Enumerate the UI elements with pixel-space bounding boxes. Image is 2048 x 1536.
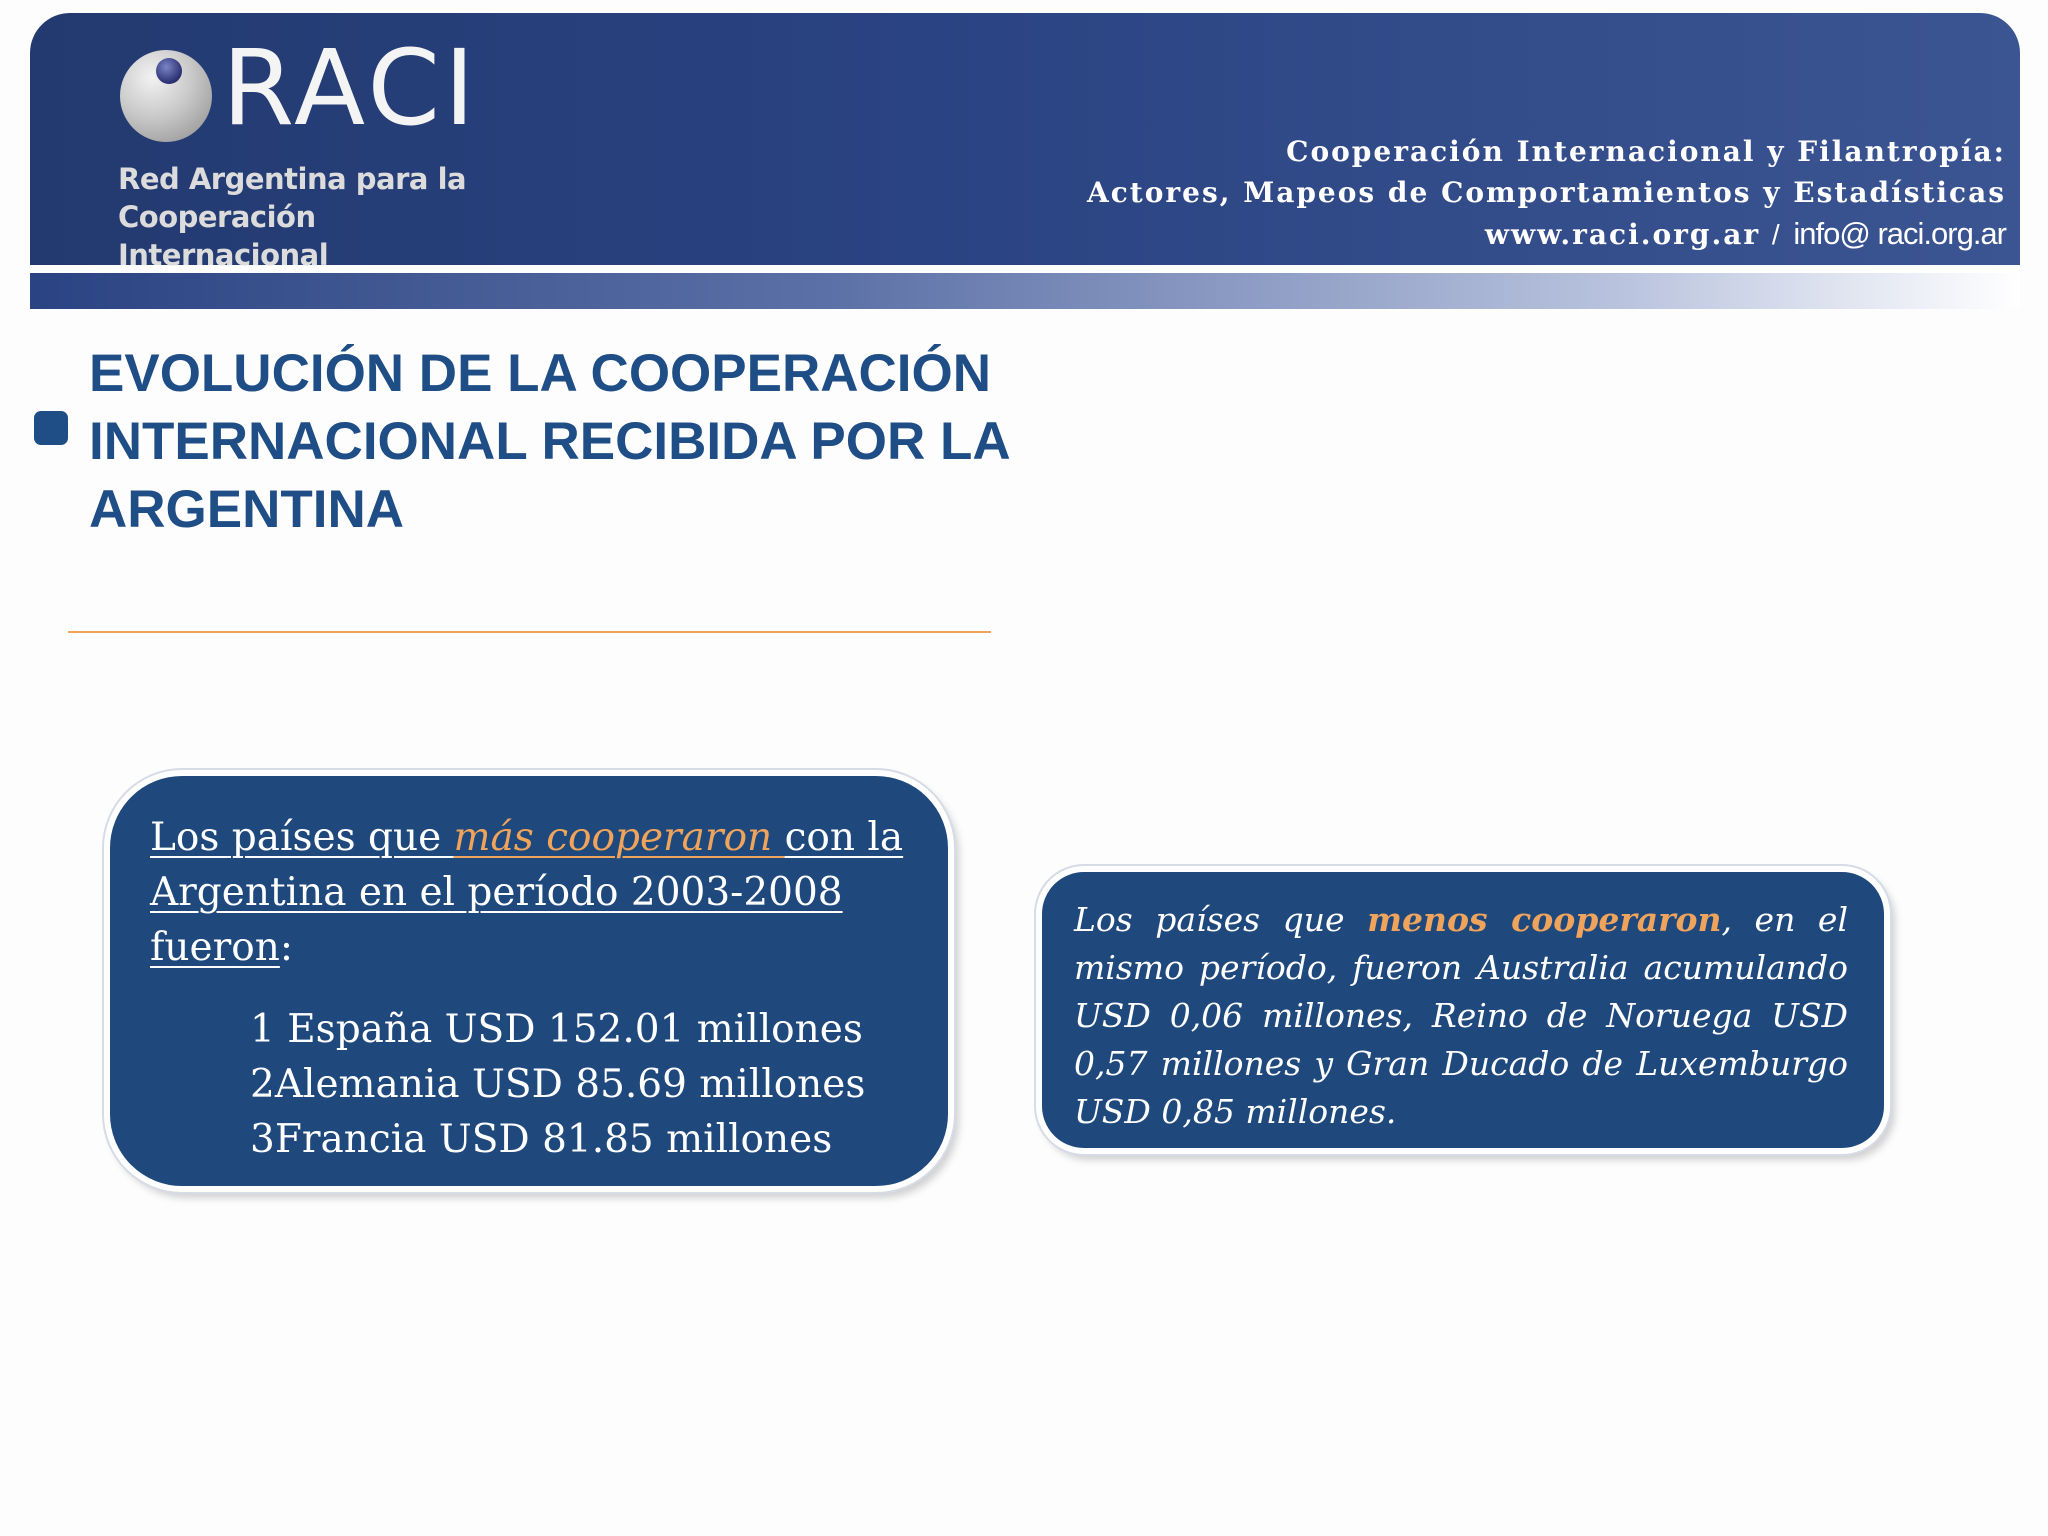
least-text-post: , en el mismo período, fueron Australia acumulando USD 0,06 millones, Reino de Noruega USD 0,57 millones y Gran Ducado de Luxemburgo USD 0,85 millones.	[1074, 900, 1848, 1131]
title-underline	[68, 631, 991, 633]
logo-subtitle	[118, 160, 498, 274]
header-email[interactable]: info@ raci.org.ar	[1793, 216, 2006, 251]
logo-dot-icon	[156, 58, 182, 84]
logo-subtitle-line1: Red Argentina para la	[118, 162, 467, 196]
logo-wordmark: RACI	[222, 27, 479, 149]
page-title: EVOLUCIÓN DE LA COOPERACIÓN INTERNACIONAL RECIBIDA POR LA ARGENTINA	[89, 344, 1009, 539]
header-gradient-bar	[30, 273, 2020, 309]
logo-subtitle-line2: Cooperación Internacional	[118, 200, 329, 272]
intro-text-pre: Los países que	[150, 815, 454, 860]
least-cooperators-text	[1074, 896, 1848, 1136]
header-website[interactable]: www.raci.org.ar	[1484, 218, 1761, 251]
list-item: 1 España USD 152.01 millones	[250, 1007, 863, 1052]
list-item: 3Francia USD 81.85 millones	[250, 1117, 833, 1162]
least-accent-text: menos cooperaron	[1367, 900, 1722, 939]
title-bullet-icon	[34, 411, 68, 445]
intro-colon: :	[279, 925, 294, 970]
intro-text-post: con la Argentina en el período 2003-2008 fueron	[150, 815, 904, 970]
top-cooperators-intro	[150, 810, 940, 975]
list-item: 2Alemania USD 85.69 millones	[250, 1062, 866, 1107]
top-cooperators-list	[250, 1002, 930, 1167]
least-cooperators-box	[1036, 866, 1890, 1154]
header-contact	[906, 213, 2006, 255]
header-tagline	[906, 131, 2006, 255]
header-separator: /	[1771, 219, 1782, 250]
top-cooperators-box	[104, 770, 954, 1192]
intro-accent-text: más cooperaron	[453, 815, 785, 860]
header-line2: Actores, Mapeos de Comportamientos y Estadísticas	[1087, 176, 2006, 209]
least-text-pre: Los países que	[1074, 900, 1368, 939]
header-line1: Cooperación Internacional y Filantropía:	[1286, 135, 2006, 168]
